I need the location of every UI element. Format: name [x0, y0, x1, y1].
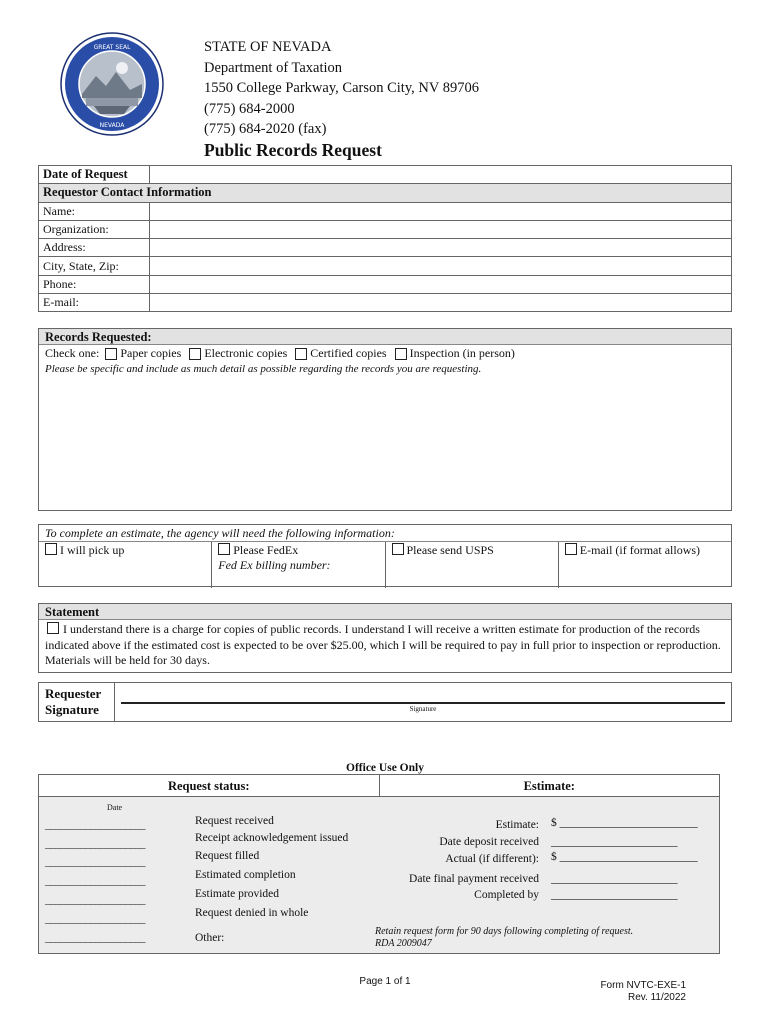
date-of-request-field[interactable]	[150, 166, 732, 184]
address-label: Address:	[39, 239, 150, 257]
requester-signature-label	[39, 683, 115, 721]
svg-text:GREAT SEAL: GREAT SEAL	[93, 44, 131, 51]
option-label: Inspection (in person)	[409, 346, 515, 360]
header-state: STATE OF NEVADA	[204, 39, 332, 55]
option-certified-copies[interactable]	[295, 345, 386, 362]
estimate-heading: Estimate:	[523, 779, 575, 793]
form-title: Public Records Request	[204, 140, 382, 160]
estimate-intro: To complete an estimate, the agency will need the following information:	[39, 525, 731, 542]
option-label: Please send USPS	[406, 543, 494, 557]
records-heading: Records Requested:	[39, 329, 731, 345]
status-request-received: Request received	[195, 815, 274, 827]
option-paper-copies[interactable]	[105, 345, 181, 362]
date-of-request-label: Date of Request	[39, 166, 150, 184]
records-check-row	[39, 345, 731, 362]
header-department: Department of Taxation	[204, 59, 343, 76]
status-other: Other:	[195, 932, 225, 944]
actual-amount-field[interactable]: $ ________________________	[551, 851, 698, 863]
address-field[interactable]	[150, 239, 732, 257]
header-fax: (775) 684-2020 (fax)	[204, 121, 327, 137]
completed-by-label: Completed by	[474, 889, 539, 901]
request-status-heading: Request status:	[39, 775, 380, 796]
email-field[interactable]	[150, 294, 732, 312]
option-label: E-mail (if format allows)	[579, 543, 701, 557]
option-label: Electronic copies	[204, 346, 288, 360]
contact-table	[38, 165, 732, 312]
status-receipt-acknowledgement: Receipt acknowledgement issued	[195, 832, 349, 844]
delivery-method-section	[38, 524, 732, 587]
signature-section	[38, 682, 732, 722]
checkbox[interactable]	[565, 543, 577, 555]
signature-line	[121, 702, 725, 704]
name-field[interactable]	[150, 202, 732, 220]
estimate-amount-label: Estimate:	[495, 819, 539, 831]
retention-note-line1: Retain request form for 90 days following completing of request.	[375, 926, 634, 937]
agency-header	[204, 37, 479, 140]
check-one-label: Check one:	[45, 346, 100, 360]
signature-label-line1: Requester	[45, 686, 102, 701]
actual-amount-label: Actual (if different):	[445, 853, 539, 865]
status-estimated-completion: Estimated completion	[195, 869, 296, 881]
form-revision: Rev. 11/2022	[627, 992, 686, 1003]
signature-label-line2: Signature	[45, 702, 99, 717]
checkbox[interactable]	[45, 543, 57, 555]
city-state-zip-label: City, State, Zip:	[39, 257, 150, 275]
status-date-blank[interactable]: ____________________	[45, 913, 145, 925]
estimate-amount-field[interactable]: $ ________________________	[551, 817, 698, 829]
office-use-title: Office Use Only	[346, 762, 424, 774]
statement-text: I understand there is a charge for copies of public records. I understand I will receive a written estimate for production of the records indicated above if the estimated cost is expected to be over $25.00, which I will be required to pay in full prior to inspection or reproduction. Materials will be held for 30 days.	[45, 622, 721, 667]
retention-note-line2: RDA 2009047	[375, 938, 432, 949]
checkbox[interactable]	[295, 348, 307, 360]
statement-checkbox[interactable]	[47, 622, 59, 634]
status-date-blank[interactable]: ____________________	[45, 819, 145, 831]
email-label: E-mail:	[39, 294, 150, 312]
records-description-field[interactable]	[39, 379, 731, 510]
contact-section-heading: Requestor Contact Information	[39, 184, 732, 202]
status-date-blank[interactable]: ____________________	[45, 856, 145, 868]
option-fedex[interactable]	[212, 542, 385, 588]
form-identifier	[594, 980, 686, 1004]
signature-field[interactable]	[115, 683, 731, 721]
statement-section	[38, 603, 732, 673]
option-electronic-copies[interactable]	[189, 345, 287, 362]
organization-field[interactable]	[150, 220, 732, 238]
checkbox[interactable]	[189, 348, 201, 360]
date-column-label: Date	[107, 803, 123, 812]
fedex-billing-note: Fed Ex billing number:	[218, 558, 331, 572]
option-pick-up[interactable]	[39, 542, 212, 588]
status-estimate-provided: Estimate provided	[195, 888, 279, 900]
header-phone: (775) 684-2000	[204, 100, 295, 117]
retention-note	[375, 926, 633, 950]
office-use-section	[38, 774, 720, 954]
records-requested-section	[38, 328, 732, 511]
signature-caption: Signature	[409, 705, 437, 713]
form-number: Form NVTC-EXE-1	[600, 980, 686, 991]
organization-label: Organization:	[39, 220, 150, 238]
status-date-blank[interactable]: ____________________	[45, 875, 145, 887]
svg-text:NEVADA: NEVADA	[99, 122, 125, 129]
option-inspection[interactable]	[395, 345, 515, 362]
records-instruction: Please be specific and include as much detail as possible regarding the records you are requesting.	[45, 363, 482, 375]
option-label: I will pick up	[60, 543, 125, 557]
checkbox[interactable]	[392, 543, 404, 555]
final-payment-field[interactable]: ______________________	[551, 873, 678, 885]
deposit-received-label: Date deposit received	[439, 836, 539, 848]
checkbox[interactable]	[105, 348, 117, 360]
checkbox[interactable]	[395, 348, 407, 360]
status-date-blank[interactable]: ____________________	[45, 932, 145, 944]
deposit-received-field[interactable]: ______________________	[551, 836, 678, 848]
phone-label: Phone:	[39, 275, 150, 293]
checkbox[interactable]	[218, 543, 230, 555]
phone-field[interactable]	[150, 275, 732, 293]
status-date-blank[interactable]: ____________________	[45, 894, 145, 906]
header-address: 1550 College Parkway, Carson City, NV 89706	[204, 80, 479, 96]
status-request-denied: Request denied in whole	[195, 907, 309, 919]
option-usps[interactable]	[386, 542, 559, 588]
final-payment-label: Date final payment received	[409, 873, 539, 885]
option-email[interactable]	[559, 542, 731, 588]
status-request-filled: Request filled	[195, 850, 260, 862]
nevada-state-seal-icon	[60, 32, 164, 136]
name-label: Name:	[39, 202, 150, 220]
statement-heading: Statement	[39, 604, 731, 620]
city-state-zip-field[interactable]	[150, 257, 732, 275]
completed-by-field[interactable]: ______________________	[551, 889, 678, 901]
option-label: Please FedEx	[233, 543, 299, 557]
option-label: Paper copies	[120, 346, 182, 360]
option-label: Certified copies	[310, 346, 387, 360]
status-date-blank[interactable]: ____________________	[45, 838, 145, 850]
page-number: Page 1 of 1	[359, 976, 411, 987]
